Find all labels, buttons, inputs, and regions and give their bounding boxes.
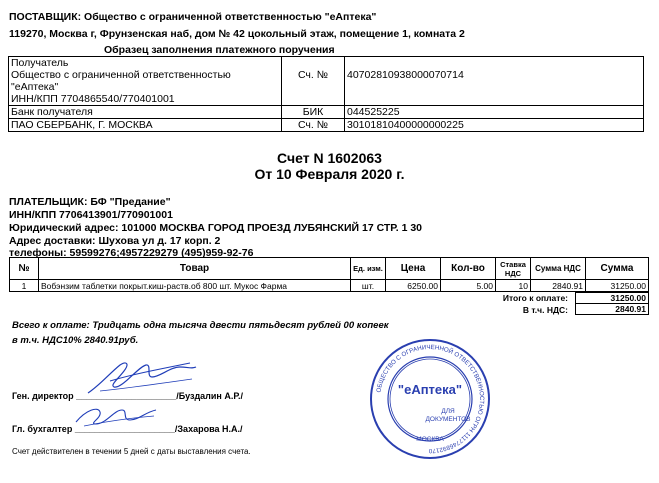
row-product: Вобэнзим таблетки покрыт.киш-раств.об 800 шт. Мукос Фарма xyxy=(39,280,351,292)
account-value: 40702810938000070714 xyxy=(345,69,644,81)
payer-inn-kpp: ИНН/КПП 7706413901/770901001 xyxy=(9,209,173,221)
sample-title: Образец заполнения платежного поручения xyxy=(104,44,335,56)
vat-label: В т.ч. НДС: xyxy=(522,305,568,315)
recipient-inn-kpp: ИНН/КПП 7704865540/770401001 xyxy=(9,93,282,106)
payer-delivery-address: Адрес доставки: Шухова ул д. 17 корп. 2 xyxy=(9,235,221,247)
col-header-unit: Ед. изм. xyxy=(351,258,386,280)
invoice-number: Счет N 1602063 xyxy=(277,150,382,166)
bank-name: ПАО СБЕРБАНК, Г. МОСКВА xyxy=(9,119,282,132)
payer-phones: телефоны: 59599276;4957229279 (495)959-92-76 xyxy=(9,247,254,259)
correspondent-account-label: Сч. № xyxy=(282,119,345,132)
col-header-vat-sum: Сумма НДС xyxy=(531,258,586,280)
total-box xyxy=(575,292,649,315)
total-value: 31250.00 xyxy=(576,293,649,304)
col-header-number: № xyxy=(10,258,39,280)
director-signature-line: Ген. директор ____________________/Буздалин А.Р./ xyxy=(12,391,244,401)
bank-label: Банк получателя xyxy=(9,106,282,119)
correspondent-account-value: 30101810400000000225 xyxy=(345,119,644,132)
table-row xyxy=(10,280,649,292)
row-number: 1 xyxy=(10,280,39,292)
row-quantity: 5.00 xyxy=(441,280,496,292)
vat-value: 2840.91 xyxy=(576,304,649,315)
col-header-product: Товар xyxy=(39,258,351,280)
vat-in-words: в т.ч. НДС10% 2840.91руб. xyxy=(12,335,139,346)
supplier-line: ПОСТАВЩИК: Общество с ограниченной ответственностью "еАптека" xyxy=(9,11,377,23)
bank-details-table xyxy=(8,56,644,132)
stamp-sub-2: ДОКУМЕНТОВ xyxy=(425,416,471,423)
stamp-sub-1: ДЛЯ xyxy=(441,408,455,415)
invoice-date: От 10 Февраля 2020 г. xyxy=(254,166,405,182)
row-vat-rate: 10 xyxy=(496,280,531,292)
account-label: Сч. № xyxy=(282,69,345,81)
col-header-sum: Сумма xyxy=(586,258,649,280)
items-table xyxy=(9,257,649,292)
payer-line: ПЛАТЕЛЬЩИК: БФ "Предание" xyxy=(9,196,171,208)
stamp-city: МОСКВА xyxy=(416,436,444,443)
director-signature-icon xyxy=(80,355,200,400)
row-sum: 31250.00 xyxy=(586,280,649,292)
total-in-words: Всего к оплате: Тридцать одна тысяча двести пятьдесят рублей 00 копеек xyxy=(12,320,389,331)
bik-label: БИК xyxy=(282,106,345,119)
validity-note: Счет действителен в течении 5 дней с даты выставления счета. xyxy=(12,447,251,456)
company-stamp-icon xyxy=(368,337,492,461)
accountant-signature-line: Гл. бухгалтер ____________________/Захарова Н.А./ xyxy=(12,424,243,434)
col-header-price: Цена xyxy=(386,258,441,280)
row-price: 6250.00 xyxy=(386,280,441,292)
col-header-vat-rate: Ставка НДС xyxy=(496,258,531,280)
recipient-label: Получатель xyxy=(9,57,282,70)
supplier-address: 119270, Москва г, Фрунзенская наб, дом № 42 цокольный этаж, помещение 1, комната 2 xyxy=(9,28,465,40)
col-header-quantity: Кол-во xyxy=(441,258,496,280)
bik-value: 044525225 xyxy=(345,106,644,119)
row-vat-sum: 2840.91 xyxy=(531,280,586,292)
row-unit: шт. xyxy=(351,280,386,292)
recipient-name-2: "еАптека" xyxy=(9,81,282,93)
total-label: Итого к оплате: xyxy=(502,293,568,303)
accountant-signature-icon xyxy=(70,400,160,432)
stamp-name: "еАптека" xyxy=(397,382,463,397)
recipient-name: Общество с ограниченной ответственностью xyxy=(9,69,282,81)
payer-legal-address: Юридический адрес: 101000 МОСКВА ГОРОД ПРОЕЗД ЛУБЯНСКИЙ 17 СТР. 1 30 xyxy=(9,222,423,234)
stamp-ring-text: ОБЩЕСТВО С ОГРАНИЧЕННОЙ ОТВЕТСТВЕННОСТЬЮ ОГРН 1117746892170 xyxy=(375,343,486,455)
